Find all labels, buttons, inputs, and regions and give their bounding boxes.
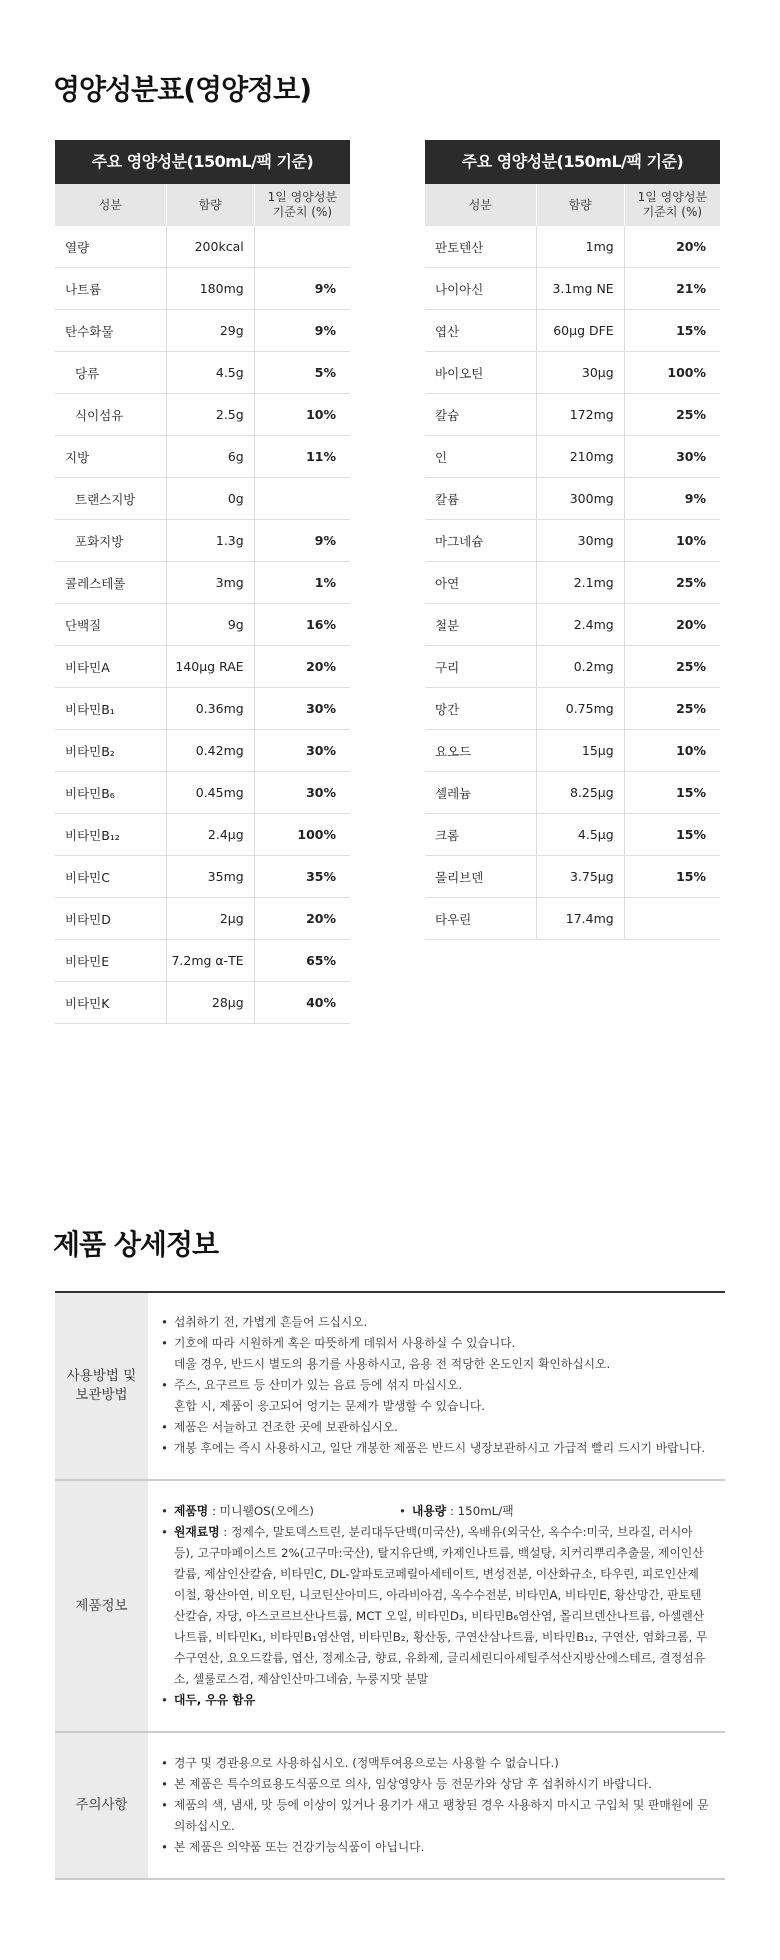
nutrient-daily-value: 9%: [254, 268, 350, 310]
nutrient-name: 칼슘: [425, 394, 536, 436]
nutrient-name: 비타민B₁₂: [55, 814, 166, 856]
col-header-dv-line2: 기준치 (%): [272, 205, 333, 219]
table-row: [55, 646, 350, 688]
nutrient-name: 탄수화물: [55, 310, 166, 352]
nutrient-name: 셀레늄: [425, 772, 536, 814]
nutrient-amount: 300mg: [536, 478, 624, 520]
product-name-volume: • 제품명 : 미니웰OS(오에스) • 내용량 : 150mL/팩: [161, 1501, 709, 1522]
nutrient-amount: 180mg: [166, 268, 254, 310]
nutrient-amount: 28μg: [166, 982, 254, 1024]
nutrient-daily-value: 10%: [624, 520, 720, 562]
table-row: [425, 646, 720, 688]
nutrient-name: 비타민K: [55, 982, 166, 1024]
nutrient-amount: 9g: [166, 604, 254, 646]
nutrient-amount: 8.25μg: [536, 772, 624, 814]
nutrient-daily-value: 30%: [254, 730, 350, 772]
nutrient-daily-value: 65%: [254, 940, 350, 982]
nutrient-name: 나트륨: [55, 268, 166, 310]
table-row: [55, 856, 350, 898]
table-row: [55, 730, 350, 772]
table-row: [425, 814, 720, 856]
list-item: • 본 제품은 특수의료용도식품으로 의사, 임상영양사 등 전문가와 상담 후 섭취하시기 바랍니다.: [161, 1774, 709, 1795]
nutrient-daily-value: 15%: [624, 814, 720, 856]
list-item-continuation: 데울 경우, 반드시 별도의 용기를 사용하시고, 음용 전 적당한 온도인지 확인하십시오.: [174, 1357, 611, 1371]
nutrient-amount: 0.36mg: [166, 688, 254, 730]
col-header-dv-line2: 기준치 (%): [642, 205, 703, 219]
nutrient-name: 비타민B₁: [55, 688, 166, 730]
nutrient-daily-value: 40%: [254, 982, 350, 1024]
table-row: [425, 688, 720, 730]
nutrient-daily-value: 1%: [254, 562, 350, 604]
nutrition-title: 영양성분표(영양정보): [53, 73, 312, 106]
nutrient-name: 비타민E: [55, 940, 166, 982]
col-header-amount: 함량: [166, 184, 254, 226]
nutrient-amount: 2.5g: [166, 394, 254, 436]
nutrient-amount: 17.4mg: [536, 898, 624, 940]
table-caption: 주요 영양성분(150mL/팩 기준): [425, 140, 720, 184]
nutrient-name: 엽산: [425, 310, 536, 352]
nutrient-name: 당류: [55, 352, 166, 394]
nutrient-daily-value: 100%: [624, 352, 720, 394]
col-header-name: 성분: [55, 184, 166, 226]
usage-head-line1: 사용방법 및: [66, 1368, 137, 1384]
table-caption: 주요 영양성분(150mL/팩 기준): [55, 140, 350, 184]
product-detail-table: [55, 1291, 725, 1880]
col-header-dv: [254, 184, 350, 226]
nutrient-name: 크롬: [425, 814, 536, 856]
product-info-head: 제품정보: [55, 1481, 148, 1731]
nutrient-amount: 0g: [166, 478, 254, 520]
table-row: [55, 688, 350, 730]
nutrient-name: 바이오틴: [425, 352, 536, 394]
nutrient-name: 구리: [425, 646, 536, 688]
nutrient-daily-value: [254, 478, 350, 520]
table-row: [55, 898, 350, 940]
allergen-text: 대두, 우유 함유: [174, 1693, 256, 1707]
nutrient-daily-value: 20%: [254, 898, 350, 940]
caution-body: [148, 1733, 725, 1878]
nutrient-amount: 1.3g: [166, 520, 254, 562]
nutrient-amount: 140μg RAE: [166, 646, 254, 688]
table-row: [425, 856, 720, 898]
table-row: [425, 898, 720, 940]
nutrient-daily-value: [624, 898, 720, 940]
table-header-row: [55, 184, 350, 226]
allergen: [161, 1690, 709, 1711]
nutrient-name: 비타민B₂: [55, 730, 166, 772]
caution-row: [55, 1733, 725, 1880]
nutrient-name: 칼륨: [425, 478, 536, 520]
nutrient-name: 식이섬유: [55, 394, 166, 436]
nutrient-daily-value: 5%: [254, 352, 350, 394]
table-row: [55, 940, 350, 982]
table-row: [425, 478, 720, 520]
ingredients-value: : 정제수, 말토덱스트린, 분리대두단백(미국산), 옥배유(외국산, 옥수수:미국, 브라질, 러시아 등), 고구마페이스트 2%(고구마:국산), 탈지유단백, 카제인나트륨, 백설탕, 치커리뿌리추출물, 제이인산칼륨, 제삼인산칼슘, 비타민C, DL-알파토코페릴아세테이트, 변성전분, 이산화규소, 타우린, 피로인산제이철, 황산아연, 비오틴, 니코틴산아미드, 아라비아검, 옥수수전분, 비타민A, 비타민E, 황산망간, 판토텐산칼슘, 자당, 아스코르브산나트륨, MCT 오일, 비타민D₃, 비타민B₆염산염, 몰리브덴산나트륨, 아셀렌산나트륨, 비타민K₁, 비타민B₁염산염, 비타민B₂, 황산동, 구연산삼나트륨, 비타민B₁₂, 구연산, 염화크롬, 무수구연산, 요오드칼륨, 엽산, 정제소금, 향료, 유화제, 글리세린디아세틸주석산지방산에스테르, 결정섬유소, 셀룰로스검, 제삼인산마그네슘, 누룽지맛 분말: [174, 1525, 708, 1686]
nutrient-amount: 3.1mg NE: [536, 268, 624, 310]
nutrient-name: 인: [425, 436, 536, 478]
nutrient-amount: 0.2mg: [536, 646, 624, 688]
nutrient-amount: 0.75mg: [536, 688, 624, 730]
nutrient-daily-value: 10%: [624, 730, 720, 772]
nutrient-daily-value: 9%: [624, 478, 720, 520]
table-row: [55, 814, 350, 856]
caution-head: 주의사항: [55, 1733, 148, 1878]
nutrient-amount: 6g: [166, 436, 254, 478]
nutrient-amount: 0.42mg: [166, 730, 254, 772]
nutrient-daily-value: 15%: [624, 772, 720, 814]
table-row: [55, 604, 350, 646]
table-row: [55, 310, 350, 352]
table-row: [425, 772, 720, 814]
detail-title: 제품 상세정보: [53, 1228, 219, 1261]
nutrient-daily-value: 9%: [254, 520, 350, 562]
product-info-row: [55, 1481, 725, 1733]
nutrient-daily-value: 35%: [254, 856, 350, 898]
table-row: [425, 562, 720, 604]
nutrient-daily-value: 25%: [624, 394, 720, 436]
list-item: • 본 제품은 의약품 또는 건강기능식품이 아닙니다.: [161, 1837, 709, 1858]
nutrient-amount: 0.45mg: [166, 772, 254, 814]
col-header-dv-line1: 1일 영양성분: [637, 190, 708, 204]
nutrient-amount: 3mg: [166, 562, 254, 604]
table-header-row: [425, 184, 720, 226]
usage-body: [148, 1293, 725, 1479]
list-item: • 기호에 따라 시원하게 혹은 따뜻하게 데워서 사용하실 수 있습니다.: [161, 1333, 709, 1354]
nutrient-daily-value: 100%: [254, 814, 350, 856]
table-row: [425, 352, 720, 394]
nutrient-name: 포화지방: [55, 520, 166, 562]
table-row: [425, 436, 720, 478]
table-row: [55, 478, 350, 520]
list-item: • 경구 및 경관용으로 사용하십시오. (정맥투여용으로는 사용할 수 없습니다.): [161, 1753, 709, 1774]
list-item: • 개봉 후에는 즉시 사용하시고, 일단 개봉한 제품은 반드시 냉장보관하시고 가급적 빨리 드시기 바랍니다.: [161, 1438, 709, 1459]
nutrient-name: 트랜스지방: [55, 478, 166, 520]
nutrient-amount: 172mg: [536, 394, 624, 436]
nutrient-name: 나이아신: [425, 268, 536, 310]
table-row: [425, 730, 720, 772]
product-name-label: 제품명: [174, 1504, 209, 1518]
nutrient-name: 콜레스테롤: [55, 562, 166, 604]
nutrient-name: 비타민A: [55, 646, 166, 688]
nutrient-name: 열량: [55, 226, 166, 268]
product-name-value: : 미니웰OS(오에스): [208, 1504, 315, 1518]
col-header-dv: [624, 184, 720, 226]
nutrient-daily-value: [254, 226, 350, 268]
table-row: [425, 268, 720, 310]
nutrient-daily-value: 25%: [624, 562, 720, 604]
nutrient-daily-value: 15%: [624, 310, 720, 352]
nutrient-daily-value: 25%: [624, 688, 720, 730]
list-item: • 제품은 서늘하고 건조한 곳에 보관하십시오.: [161, 1417, 709, 1438]
nutrient-name: 단백질: [55, 604, 166, 646]
usage-head-line2: 보관방법: [75, 1387, 128, 1403]
ingredients-label: 원재료명: [174, 1525, 220, 1539]
nutrient-amount: 15μg: [536, 730, 624, 772]
list-item: • 섭취하기 전, 가볍게 흔들어 드십시오.: [161, 1312, 709, 1333]
nutrient-daily-value: 25%: [624, 646, 720, 688]
nutrient-name: 망간: [425, 688, 536, 730]
nutrient-amount: 7.2mg α-TE: [166, 940, 254, 982]
nutrient-name: 지방: [55, 436, 166, 478]
nutrient-amount: 35mg: [166, 856, 254, 898]
nutrient-daily-value: 30%: [254, 688, 350, 730]
nutrient-name: 타우린: [425, 898, 536, 940]
col-header-name: 성분: [425, 184, 536, 226]
nutrient-daily-value: 11%: [254, 436, 350, 478]
table-row: [425, 310, 720, 352]
list-item: • 주스, 요구르트 등 산미가 있는 음료 등에 섞지 마십시오.: [161, 1375, 709, 1396]
col-header-amount: 함량: [536, 184, 624, 226]
nutrient-name: 비타민C: [55, 856, 166, 898]
nutrient-name: 아연: [425, 562, 536, 604]
nutrient-daily-value: 20%: [624, 226, 720, 268]
nutrient-amount: 200kcal: [166, 226, 254, 268]
nutrient-daily-value: 30%: [254, 772, 350, 814]
nutrition-table-left: [55, 140, 350, 1024]
table-row: [425, 604, 720, 646]
ingredients: [161, 1522, 709, 1690]
table-row: [425, 520, 720, 562]
nutrient-daily-value: 21%: [624, 268, 720, 310]
table-row: [425, 394, 720, 436]
list-item: • 제품의 색, 냄새, 맛 등에 이상이 있거나 용기가 새고 팽창된 경우 사용하지 마시고 구입처 및 판매원에 문의하십시오.: [161, 1795, 709, 1837]
nutrient-daily-value: 15%: [624, 856, 720, 898]
nutrient-daily-value: 30%: [624, 436, 720, 478]
nutrient-amount: 2.4mg: [536, 604, 624, 646]
nutrient-name: 비타민B₆: [55, 772, 166, 814]
nutrient-amount: 29g: [166, 310, 254, 352]
nutrient-amount: 4.5μg: [536, 814, 624, 856]
nutrient-name: 마그네슘: [425, 520, 536, 562]
nutrient-daily-value: 20%: [254, 646, 350, 688]
nutrient-amount: 4.5g: [166, 352, 254, 394]
table-row: [55, 520, 350, 562]
nutrient-amount: 1mg: [536, 226, 624, 268]
table-row: [55, 394, 350, 436]
nutrient-name: 판토텐산: [425, 226, 536, 268]
nutrition-table-right: [425, 140, 720, 940]
nutrient-amount: 30μg: [536, 352, 624, 394]
nutrient-daily-value: 16%: [254, 604, 350, 646]
nutrient-name: 요오드: [425, 730, 536, 772]
nutrient-amount: 30mg: [536, 520, 624, 562]
table-row: [425, 226, 720, 268]
nutrient-amount: 60μg DFE: [536, 310, 624, 352]
nutrient-amount: 3.75μg: [536, 856, 624, 898]
table-row: [55, 562, 350, 604]
usage-row: [55, 1293, 725, 1481]
nutrient-amount: 2.1mg: [536, 562, 624, 604]
table-row: [55, 226, 350, 268]
table-row: [55, 352, 350, 394]
nutrient-daily-value: 20%: [624, 604, 720, 646]
col-header-dv-line1: 1일 영양성분: [267, 190, 338, 204]
table-row: [55, 772, 350, 814]
nutrient-name: 비타민D: [55, 898, 166, 940]
usage-head: [55, 1293, 148, 1479]
table-row: [55, 982, 350, 1024]
nutrient-name: 몰리브덴: [425, 856, 536, 898]
nutrient-daily-value: 10%: [254, 394, 350, 436]
nutrient-amount: 2μg: [166, 898, 254, 940]
nutrient-daily-value: 9%: [254, 310, 350, 352]
volume-value: : 150mL/팩: [446, 1504, 514, 1518]
table-row: [55, 436, 350, 478]
list-item-continuation: 혼합 시, 제품이 응고되어 엉기는 문제가 발생할 수 있습니다.: [174, 1399, 485, 1413]
product-info-body: [148, 1481, 725, 1731]
nutrient-amount: 2.4μg: [166, 814, 254, 856]
nutrient-amount: 210mg: [536, 436, 624, 478]
nutrient-name: 철분: [425, 604, 536, 646]
table-row: [55, 268, 350, 310]
volume-label: 내용량: [412, 1504, 447, 1518]
